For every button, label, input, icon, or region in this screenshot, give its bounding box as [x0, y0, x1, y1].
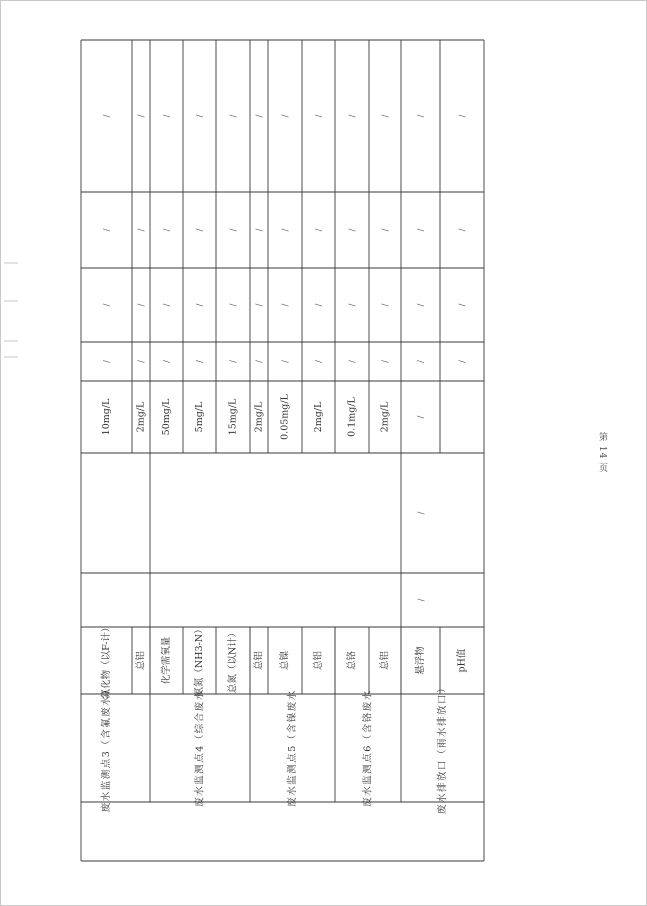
cell-c5: /: [254, 360, 264, 363]
table-cells: [100, 114, 468, 814]
cell-c7: /: [162, 228, 171, 232]
cell-c6: /: [102, 303, 111, 307]
cell-c7: /: [228, 228, 238, 232]
monitoring-point: 废水监测点5（含镍废水: [287, 689, 298, 807]
cell-c7: /: [254, 228, 264, 232]
pollutant-item: 氟化物（以F-计）: [101, 622, 112, 699]
cell-c6: /: [314, 303, 323, 307]
cell-c7: /: [136, 228, 146, 232]
pollutant-item: 总铬: [346, 650, 358, 671]
cell-c8: /: [162, 114, 171, 118]
cell-c6: /: [380, 303, 390, 307]
cell-c7: /: [416, 228, 425, 232]
limit-cell: 2mg/L: [313, 401, 324, 433]
cell-c6: /: [136, 303, 146, 307]
cell-c8: /: [380, 114, 390, 118]
limit-cell: 0.05mg/L: [279, 394, 291, 440]
cell-c7: /: [195, 228, 204, 232]
monitoring-point: 废水排放口（雨水排放口）: [437, 681, 448, 815]
limit-cell: /: [416, 415, 425, 419]
cell-c5: /: [102, 360, 111, 363]
cell-c7: /: [457, 228, 467, 232]
pollutant-item: 总铝: [253, 650, 265, 671]
pollutant-item: 总铝: [313, 650, 324, 671]
monitoring-point: 废水监测点3（含氟废水）: [101, 683, 112, 813]
monitoring-point: 废水监测点6（含铬废水: [362, 689, 374, 807]
limit-cell: 2mg/L: [135, 401, 147, 433]
cell-c6: /: [280, 303, 290, 307]
cell-c6: /: [254, 303, 264, 307]
pollutant-item: 悬浮物: [415, 646, 426, 675]
cell-c6: /: [195, 303, 204, 307]
cell-c5: /: [280, 360, 290, 363]
cell-c5: /: [228, 360, 238, 363]
cell-c5: /: [162, 360, 171, 363]
cell-c5: /: [347, 360, 357, 363]
pollutant-item: 化学需氧量: [161, 636, 172, 685]
cell-c6: /: [457, 303, 467, 307]
cell-c8: /: [347, 114, 357, 118]
limit-cell: 0.1mg/L: [346, 397, 358, 437]
cell-c6: /: [347, 303, 357, 307]
limit-cell: 2mg/L: [379, 401, 391, 433]
cell-c5: /: [136, 360, 146, 363]
cell-c8: /: [136, 114, 146, 118]
cell-c3: /: [416, 598, 426, 602]
cell-c8: /: [457, 114, 467, 118]
cell-c7: /: [314, 228, 323, 232]
cell-c8: /: [254, 114, 264, 118]
cell-c8: /: [195, 114, 204, 118]
pollutant-item: 总铝: [135, 650, 147, 671]
limit-cell: 10mg/L: [101, 398, 112, 436]
monitoring-point: 废水监测点4（综合废水: [194, 689, 206, 807]
cell-c8: /: [314, 114, 323, 118]
cell-c5: /: [380, 360, 390, 363]
pollutant-item: 氨氮（NH3-N）: [194, 624, 205, 697]
pollutant-item: 总铝: [379, 650, 391, 671]
cell-c5: /: [314, 360, 323, 363]
cell-c5: /: [195, 360, 204, 363]
cell-c7: /: [380, 228, 390, 232]
pollutant-item: 总氮（以N计）: [227, 627, 239, 694]
cell-c7: /: [347, 228, 357, 232]
cell-c7: /: [102, 228, 111, 232]
cell-c6: /: [228, 303, 238, 307]
cell-c8: /: [228, 114, 238, 118]
cell-c8: /: [102, 114, 111, 118]
table-grid: [81, 40, 484, 861]
cell-c5: /: [457, 360, 467, 363]
cell-c7: /: [280, 228, 290, 232]
cell-c4: /: [416, 511, 426, 515]
pollutant-item: 总镍: [279, 650, 291, 671]
page-number: 第 14 页: [597, 432, 607, 474]
limit-cell: 15mg/L: [227, 398, 239, 436]
cell-c6: /: [416, 303, 425, 307]
limit-cell: 50mg/L: [161, 398, 172, 436]
cell-c6: /: [162, 303, 171, 307]
pollutant-item: pH值: [456, 648, 468, 673]
limit-cell: 5mg/L: [194, 401, 205, 433]
cell-c8: /: [280, 114, 290, 118]
limit-cell: 2mg/L: [253, 401, 265, 433]
cell-c5: /: [416, 360, 425, 363]
cell-c8: /: [416, 114, 425, 118]
